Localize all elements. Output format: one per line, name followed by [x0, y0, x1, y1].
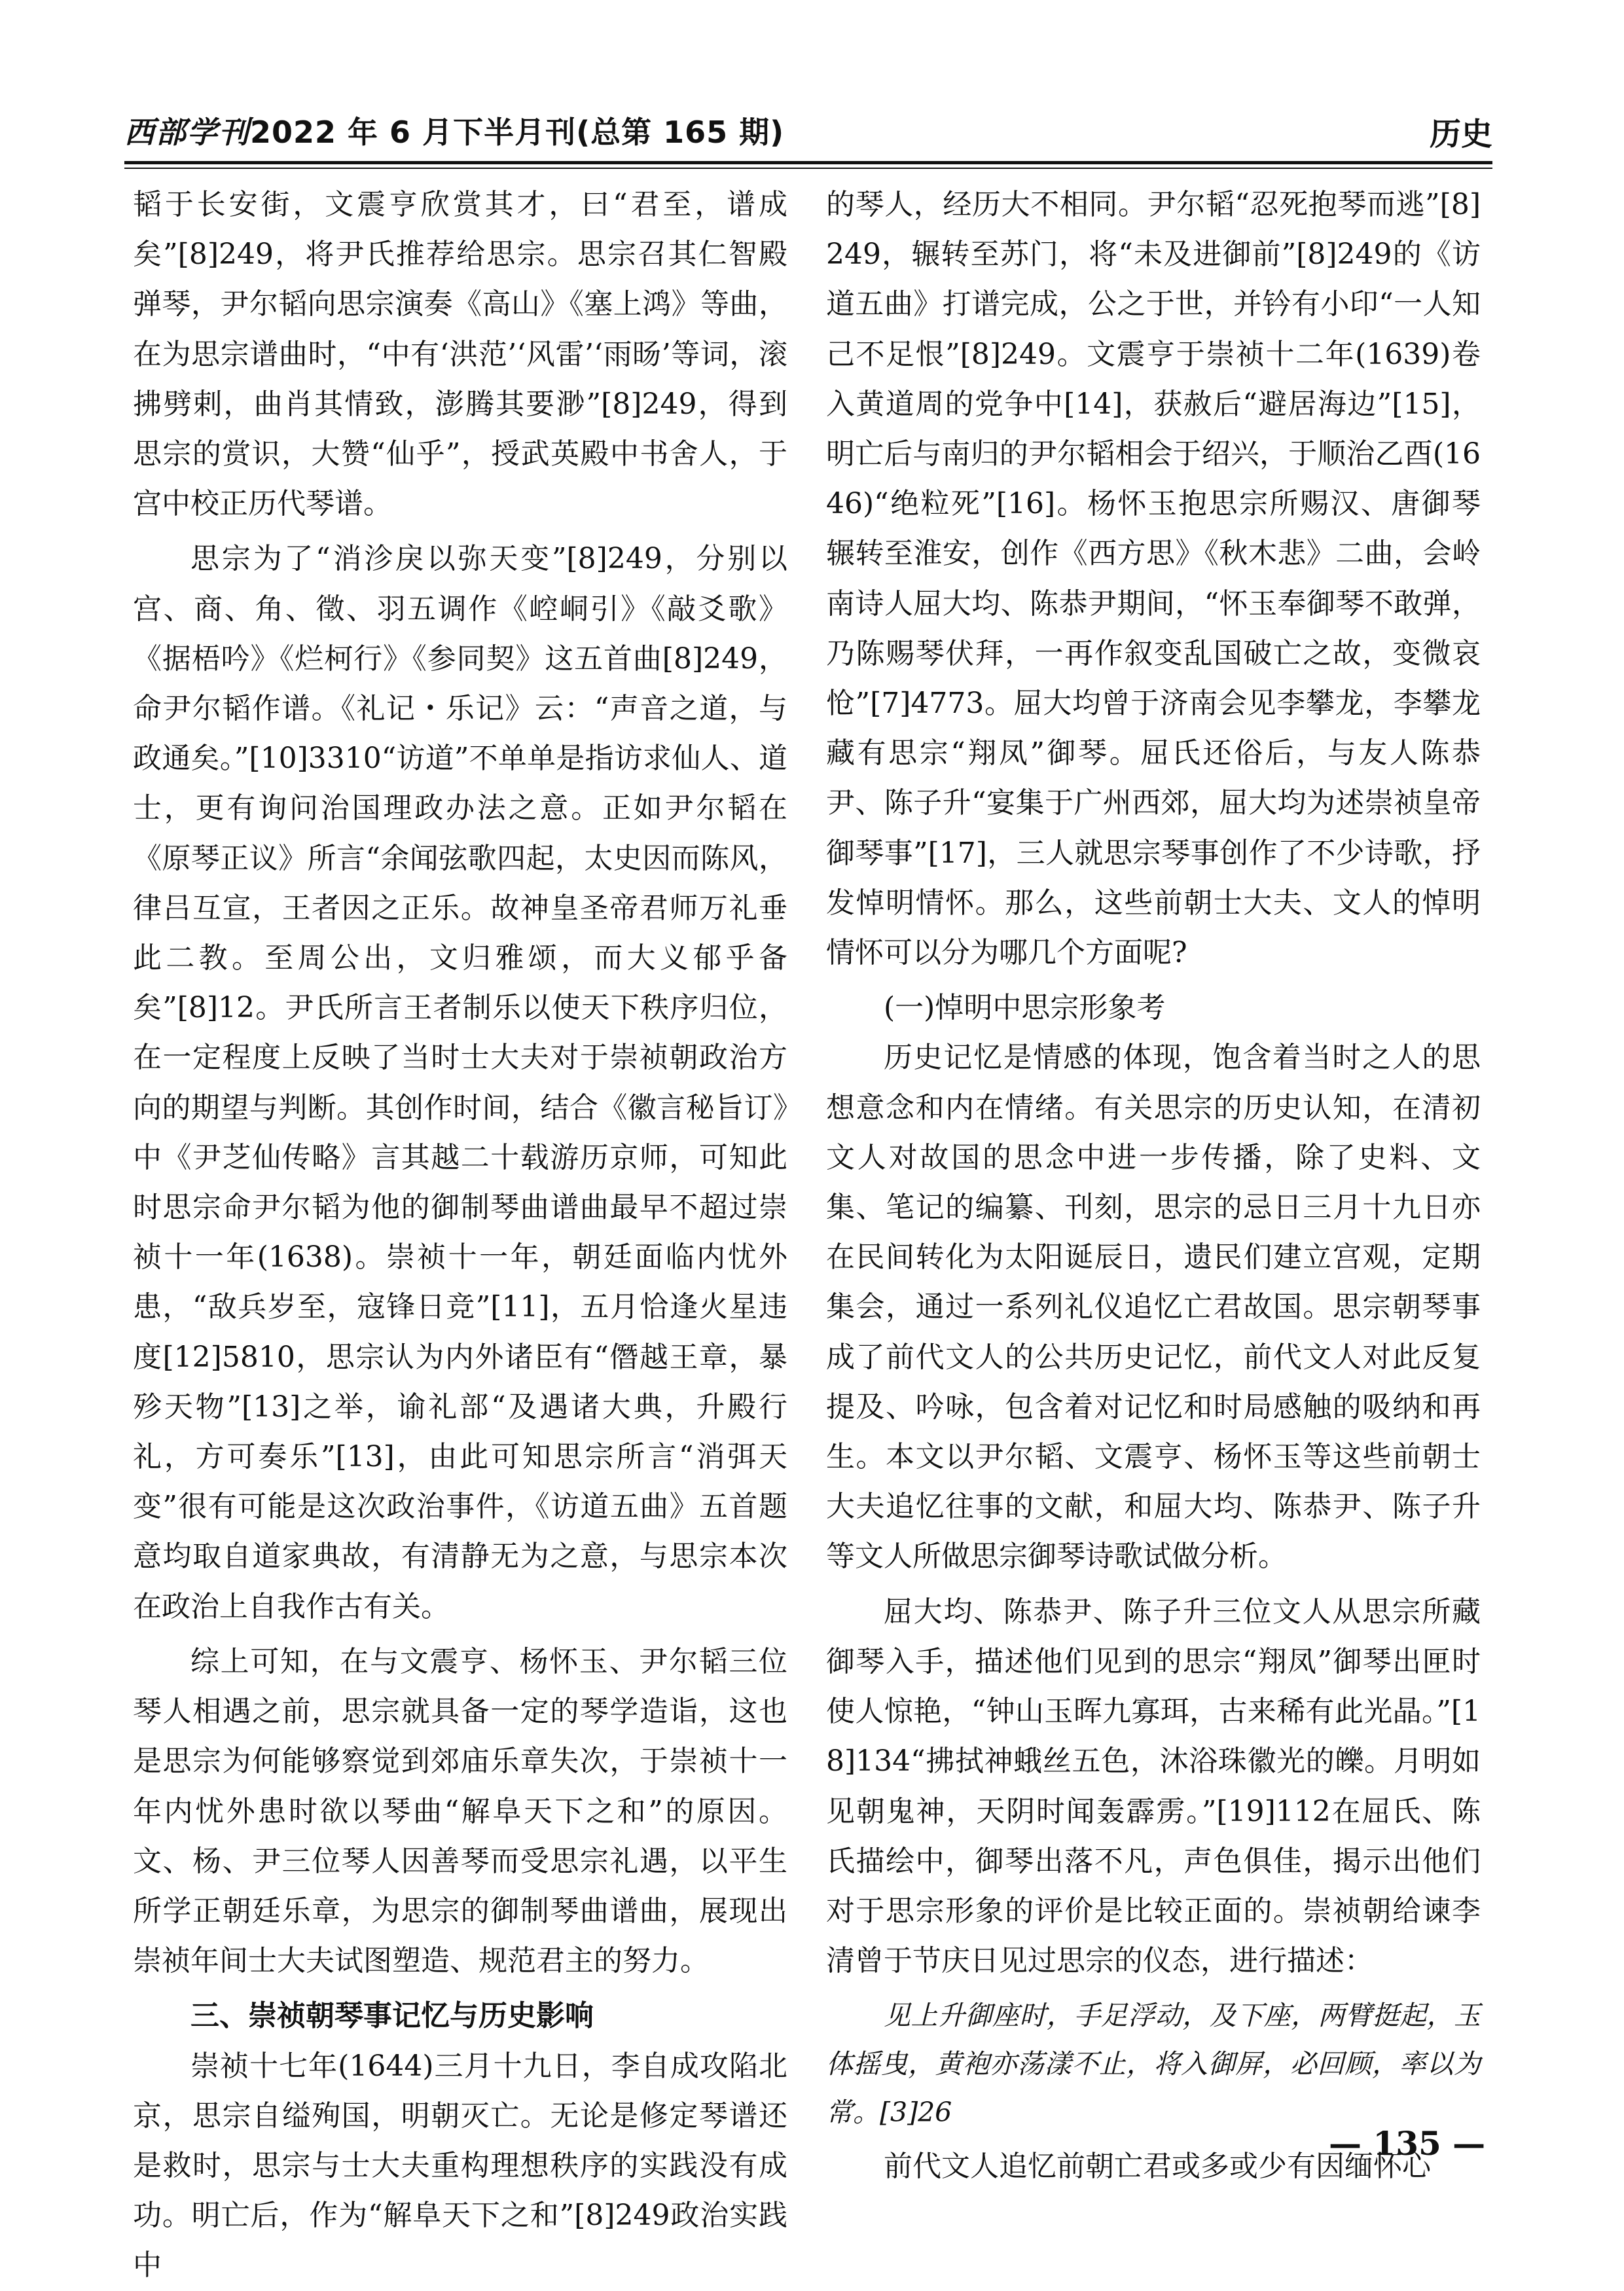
- page-header: [124, 103, 1492, 156]
- paragraph: 崇祯十七年(1644)三月十九日，李自成攻陷北京，思宗自缢殉国，明朝灭亡。无论是修定琴谱还是救时，思宗与士大夫重构理想秩序的实践没有成功。明亡后，作为“解阜天下之和”[8]249政治实践中: [133, 2049, 787, 2282]
- page-number: — 135 —: [1329, 2124, 1486, 2163]
- header-rule-thin: [124, 168, 1492, 169]
- paragraph: 前代文人追忆前朝亡君或多或少有因缅怀心: [884, 2150, 1431, 2184]
- paragraph: 思宗为了“消沴戾以弥天变”[8]249，分别以宫、商、角、徵、羽五调作《崆峒引》《敲爻歌》《据梧吟》《烂柯行》《参同契》这五首曲[8]249，命尹尔韬作谱。《礼记・乐记》云：“声音之道，与政通矣。”[10]3310“访道”不单单是指访求仙人、道士，更有询问治国理政办法之意。正如尹尔韬在《原琴正议》所言“余闻弦歌四起，太史因而陈风，律吕互宣，王者因之正乐。故神皇圣帝君师万礼垂此二教。至周公出，文归雅颂，而大义郁乎备矣”[8]12。尹氏所言王者制乐以使天下秩序归位，在一定程度上反映了当时士大夫对于崇祯朝政治方向的期望与判断。其创作时间，结合《徽言秘旨订》中《尹芝仙传略》言其越二十载游历京师，可知此时思宗命尹尔韬为他的御制琴曲谱曲最早不超过崇祯十一年(1638)。崇祯十一年，朝廷面临内忧外患，“敌兵岁至，寇锋日竞”[11]，五月恰逢火星违度[12]5810，思宗认为内外诸臣有“僭越王章，暴殄天物”[13]之举，谕礼部“及遇诸大典，升殿行礼，方可奏乐”[13]，由此可知思宗所言“消弭天变”很有可能是这次政治事件，《访道五曲》五首题意均取自道家典故，有清静无为之意，与思宗本次在政治上自我作古有关。: [133, 542, 787, 1623]
- paragraph: 综上可知，在与文震亨、杨怀玉、尹尔韬三位琴人相遇之前，思宗就具备一定的琴学造诣，这也是思宗为何能够察觉到郊庙乐章失次，于崇祯十一年内忧外患时欲以琴曲“解阜天下之和”的原因。文、杨、尹三位琴人因善琴而受思宗礼遇，以平生所学正朝廷乐章，为思宗的御制琴曲谱曲，展现出崇祯年间士大夫试图塑造、规范君主的努力。: [133, 1644, 787, 1978]
- paragraph: 韬于长安街，文震亨欣赏其才，曰“君至，谱成矣”[8]249，将尹氏推荐给思宗。思宗召其仁智殿弹琴，尹尔韬向思宗演奏《高山》《塞上鸿》等曲，在为思宗谱曲时，“中有‘洪范’‘风雷’‘雨旸’等词，滚拂劈剌，曲肖其情致，澎腾其要渺”[8]249，得到思宗的赏识，大赞“仙乎”，授武英殿中书舍人，于宫中校正历代琴谱。: [133, 188, 787, 521]
- header-rule: [124, 161, 1492, 164]
- journal-info: [124, 109, 784, 152]
- paragraph: 的琴人，经历大不相同。尹尔韬“忍死抱琴而逃”[8]249，辗转至苏门，将“未及进御前”[8]249的《访道五曲》打谱完成，公之于世，并钤有小印“一人知己不足恨”[8]249。文震亨于崇祯十二年(1639)卷入黄道周的党争中[14]，获赦后“避居海边”[15]，明亡后与南归的尹尔韬相会于绍兴，于顺治乙酉(1646)“绝粒死”[16]。杨怀玉抱思宗所赐汉、唐御琴辗转至淮安，创作《西方思》《秋木悲》二曲，会岭南诗人屈大均、陈恭尹期间，“怀玉奉御琴不敢弹，乃陈赐琴伏拜，一再作叙变乱国破亡之故，变微哀怆”[7]4773。屈大均曾于济南会见李攀龙，李攀龙藏有思宗“翔凤”御琴。屈氏还俗后，与友人陈恭尹、陈子升“宴集于广州西郊，屈大均为述崇祯皇帝御琴事”[17]，三人就思宗琴事创作了不少诗歌，抒发悼明情怀。那么，这些前朝士大夫、文人的悼明情怀可以分为哪几个方面呢?: [826, 188, 1481, 970]
- block-quote: 见上升御座时，手足浮动，及下座，两臂挺起，玉体摇曳，黄袍亦荡漾不止，将入御屏，必回顾，率以为常。[3]26: [826, 2000, 1481, 2129]
- journal-issue: 2022 年 6 月下半月刊(总第 165 期): [250, 115, 785, 150]
- left-column: [133, 180, 787, 2282]
- section-name: 历史: [1429, 116, 1492, 153]
- section-heading: 三、崇祯朝琴事记忆与历史影响: [190, 1999, 594, 2033]
- subsection-heading: (一)悼明中思宗形象考: [884, 991, 1166, 1025]
- paragraph: 历史记忆是情感的体现，饱含着当时之人的思想意念和内在情绪。有关思宗的历史认知，在清初文人对故国的思念中进一步传播，除了史料、文集、笔记的编纂、刊刻，思宗的忌日三月十九日亦在民间转化为太阳诞辰日，遗民们建立宫观，定期集会，通过一系列礼仪追忆亡君故国。思宗朝琴事成了前代文人的公共历史记忆，前代文人对此反复提及、吟咏，包含着对记忆和时局感触的吸纳和再生。本文以尹尔韬、文震亨、杨怀玉等这些前朝士大夫追忆往事的文献，和屈大均、陈恭尹、陈子升等文人所做思宗御琴诗歌试做分析。: [826, 1041, 1481, 1574]
- journal-logo: 西部学刊: [124, 115, 250, 150]
- paragraph: 屈大均、陈恭尹、陈子升三位文人从思宗所藏御琴入手，描述他们见到的思宗“翔凤”御琴出匣时使人惊艳，“钟山玉晖九寡珥，古来稀有此光晶。”[18]134“拂拭神蛾丝五色，沐浴珠徽光的皪。月明如见朝鬼神，天阴时闻轰霹雳。”[19]112在屈氏、陈氏描绘中，御琴出落不凡，声色俱佳，揭示出他们对于思宗形象的评价是比较正面的。崇祯朝给谏李清曾于节庆日见过思宗的仪态，进行描述：: [826, 1595, 1481, 1978]
